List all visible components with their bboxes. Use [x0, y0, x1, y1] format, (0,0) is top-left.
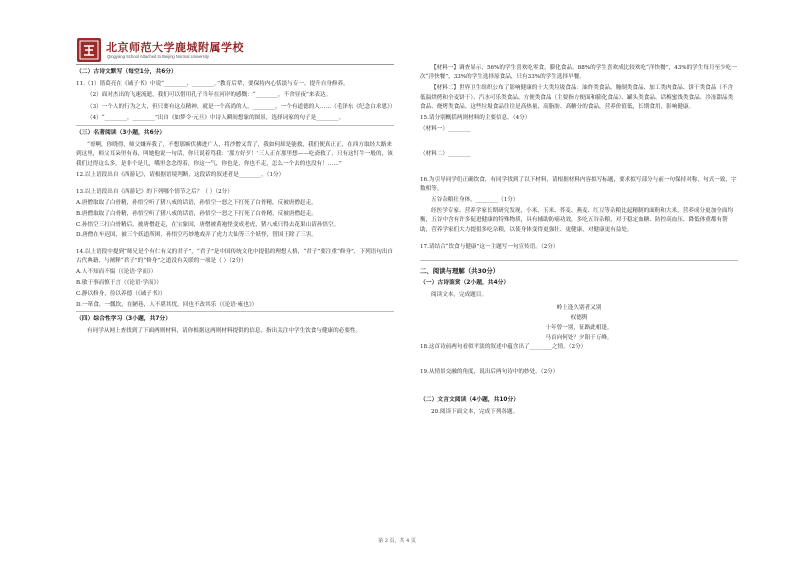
question-20: 20.阅读下面文本，完成下列各题。 — [431, 409, 519, 416]
right-column — [420, 64, 738, 419]
question-19: 19.从情景交融的角度，说出后两句诗中的妙处。（2分） — [420, 368, 559, 375]
left-column — [76, 64, 394, 339]
question-18: 18.这首诗前两句看似平淡的叙述中蕴含出了________之情。（2分） — [420, 343, 587, 350]
question-11-2: （2）面对杰出的飞速流逝，我们可以借用孔子当年在河岸的感慨：“________，不舍昼夜”来表达。 — [87, 92, 332, 99]
section-title: （四）综合性学习（3小题，共7分） — [76, 316, 172, 323]
option-a: A.唐僧取取了白骨精，孙悟空听了猪八戒的话语，孙悟空一怒之下打死了白骨精，反被唐僧赶走。 — [76, 200, 317, 207]
poem-line: 马首向何处？夕阳千万峰。 — [545, 334, 613, 341]
divider — [76, 311, 394, 312]
poem-author: 权德舆 — [570, 314, 588, 321]
option-c: C.静以修身，俭以养德（《诫子书》） — [76, 290, 166, 297]
reading-passage: “哥啊，你晓得，师父嫌弃我了，不想那厮伏拂进广人，将沙僧又背了，我如何却是能救，我们便真正正，在西方取经大路来到这里，师父耳朵里有毒，叫她他说一句话，你只说着骂我：‘那方好歹！’三人正在那里想——吃斋救了，只有这钉牛一般的，该我们过得这么多，是非个是儿，嘴里念念得着，你这一气，你也是，你也不走，怎么一个去的也没有！……” — [76, 142, 393, 167]
page-number: 第 2 页，共 4 页 — [378, 538, 416, 544]
question-13: 13.以上语段出自《西游记》的下列哪个情节之后？（ ）（2分） — [76, 189, 233, 196]
question-15: 15.请分别概括两则材料的主要信息。（4分） — [420, 115, 531, 122]
school-name: 北京师范大学鹿城附属学校 — [106, 41, 244, 54]
divider — [76, 125, 394, 126]
question-16-text: 经医学专家、营养学家长期研究发现，小米、玉米、荞麦、燕麦、红豆等杂粮比起精制的面粉和大米，营养成分更加全面均衡，五谷中含有许多促进健康的特殊物质，具有辅助防癌功效，多吃五谷杂粮，对于稳定血糖、防控高血压、降低体重都有帮助，营养学家们大力提倡多吃杂粮，以使身体变得更强壮、更健康，对健康更有益处。 — [420, 208, 734, 233]
material-1: 【材料一】调查显示，56%的学生喜欢吃零食，膨化食品、88%的学生喜欢成比较欢吃“洋快餐”，43%的学生每月至少吃一次“洋快餐”，33%的学生选择原食品，只有33%的学生选择早餐。 — [420, 65, 737, 81]
section-title: （一）古诗鉴赏（2小题，共4分） — [420, 280, 510, 287]
option-d: D.一箪食，一瓢饮，在陋巷，人不堪其忧，回也不改其乐（《论语·雍也》） — [76, 301, 258, 308]
question-16: 16.为引导同学们正确饮食，有同学找到了以下材料，请根据材料内容拟写标题，要求拟写部分与前一句保持对称，句式一致，字数相等。 — [420, 176, 737, 192]
divider — [420, 260, 738, 261]
school-header — [76, 36, 276, 66]
material-2: 【材料二】世界卫生组织公布了影响健康的十大类垃圾食品：油炸类食品、腌制类食品、加工类肉食品、饼干类食品（不含低温烘烤和全麦饼干）、汽水可乐类食品、方便类食品（主要指方便面和膨化食品）、罐头类食品、话梅蜜饯类食品、冷冻甜品类食品、烧烤类食品。这些垃圾食品往往是高热量、高脂肪、高糖分的食品，营养价值低，长期食用，影响健康。 — [420, 85, 734, 110]
section-title: （二）文言文阅读（4小题，共10分） — [420, 397, 520, 404]
part-title: 二、阅读与理解（共30分） — [420, 267, 500, 276]
option-a: A.人不知而不愠（《论语·学而》） — [76, 269, 157, 276]
question-11-1: 11.（1）谐葛亮在《诫子书》中说“________，________。”教育后辈，要保持内心恬淡与专一，提升自身修养。 — [76, 81, 349, 88]
header-divider — [76, 64, 394, 65]
option-b: B.唐僧取取了白骨精，孙悟空听了猪八戒的话语，孙悟空一怒之下打死了白骨精，反被唐僧赶走。 — [76, 210, 317, 217]
question-11-4: （4）“________，________”出自《如梦令·元旦》中诗人瞬间想象的图景，选择词家的句子是________。 — [87, 114, 345, 121]
school-name-en: Qingyang School Attached to Beijing Normal University — [107, 54, 209, 59]
poem-intro: 阅读文本，完成题目。 — [431, 292, 487, 299]
poem-title: 岭上逢久别者又别 — [556, 304, 602, 311]
section-title: （三）名著阅读（3小题，共6分） — [76, 130, 166, 137]
option-b: B.敏于事而慎于言（《论语·学而》） — [76, 280, 162, 287]
option-c: C.孙悟空三打白骨精后，被唐僧赶走，在宝象国，唐僧被黄袍怪变成老虎，猪八戒只得去花果山请孙悟空。 — [76, 221, 340, 228]
answer-material-1: （材料一）________ — [420, 126, 471, 133]
question-14: 14.以上语段中提到“师兄是个有仁有义的君子”，“君子”是中国传统文化中提倡的理想人格，“君子”要注重“修身”，下列语句出自古代典籍，与阐释“君子”的“修身”之道没有关联的一项是（ ）（2分） — [76, 249, 394, 265]
answer-material-2: （材料二）________ — [420, 151, 471, 158]
question-11-3: （3）一个人的行为之大，但只要有这点精神，就是一个高尚的人，________，一个有道德的人……（毛泽东《纪念白求恩》） — [87, 103, 396, 110]
question-17: 17.请结合“饮食与健康”这一主题写一句宣传语。（2分） — [420, 243, 559, 250]
question-12: 12.以上语段出自《西游记》，请根据语境判断，这段话的叙述者是________。（1分） — [76, 171, 285, 178]
section-title: （二）古诗文默写（每空1分，共6分） — [76, 69, 177, 75]
option-d: D.唐僧在车迟国，被三个妖道所困，孙悟空巧妙地戏弄了虎力大仙等三个妖怪，替国王除了三害。 — [76, 232, 318, 239]
section-intro: 有同学从网上查找到了下面两则材料，请你根据这两则材料提供的信息，指出关注中学生饮食与健康的必要性。 — [87, 328, 362, 335]
question-16-line: 五谷杂粮壮身体，________（1分） — [431, 197, 519, 204]
poem-line: 十年曾一别，征路此相逢。 — [545, 324, 613, 331]
school-seal-icon — [76, 37, 102, 63]
